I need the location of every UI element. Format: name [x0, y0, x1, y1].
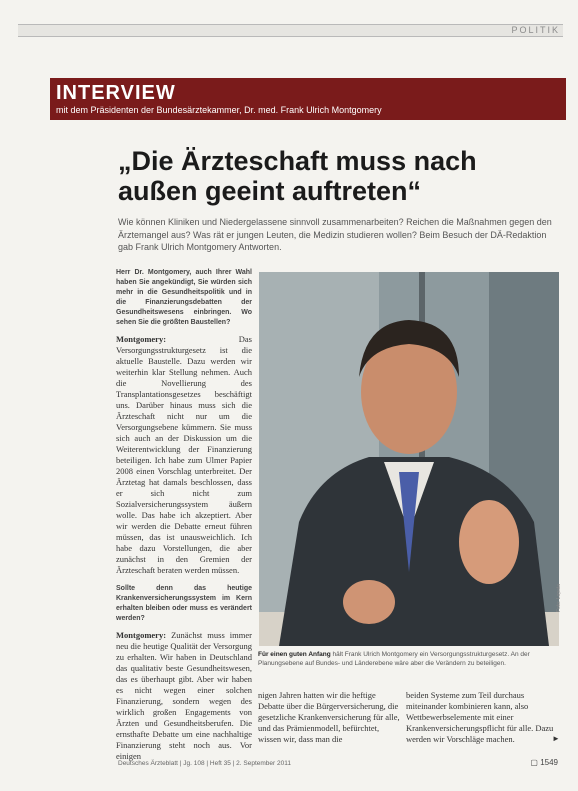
caption-text: hält Frank Ulrich Montgomery ein Versorgungsstrukturgesetz. An der Planungsebene auf Bundes- und Länderebene wäre aber die Verändern zu beteiligen. — [258, 651, 530, 667]
banner-title: INTERVIEW — [56, 82, 176, 104]
banner-subtitle: mit dem Präsidenten der Bundesärztekammer, Dr. med. Frank Ulrich Montgomery — [56, 105, 382, 115]
left-column — [116, 268, 252, 770]
answer-text: Das Versorgungsstrukturgesetz ist die aktuelle Baustelle. Dazu werden wir weiterhin klar Stellung nehmen. Auch die Novellierung des Transplantationsgesetzes beschäftigt uns. Darüber hinaus muss sich die Ärzteschaft nicht nur um die Versorgungsebene kümmern. Sie muss sich auch an der Diskussion um die Weiterentwicklung der Finanzierung beteiligen. Ich habe zum Ulmer Papier 2008 einen Vorschlag unterbreitet. Der Ärztetag hat damals beschlossen, dass er sich nicht zum Sozialversicherungssystem äußern wolle. Das habe ich akzeptiert. Aber wir werden die Debatte erneut führen müssen, das ist unausweichlich. Ich habe dazu Vorstellungen, die aber zunächst in den Gremien der Ärzteschaft beraten werden müssen. — [116, 334, 252, 575]
article-headline: „Die Ärzteschaft muss nach außen geeint auftreten“ — [118, 146, 477, 206]
middle-column: nigen Jahren hatten wir die heftige Debatte über die Bürgerversicherung, die gesetzliche Krankenversicherung für alle, und das Prämienmodell, befürchtet, wissen wir, dass man die — [258, 690, 400, 744]
photo-caption — [258, 651, 560, 668]
answer — [116, 334, 252, 576]
article-lead: Wie können Kliniken und Niedergelassene sinnvoll zusammenarbeiten? Reichen die Maßnahmen gegen den Ärztemangel aus? Was rät er jungen Leuten, die Medizin studieren wollen? Beim Besuch der DÄ-Redaktion gab Frank Ulrich Montgomery Antworten. — [118, 217, 552, 252]
answer — [116, 630, 252, 762]
question: Sollte denn das heutige Krankenversicherungssystem im Kern erhalten bleiben oder muss es verändert werden? — [116, 585, 252, 622]
right-column: beiden Systeme zum Teil durchaus miteinander kombinieren kann, also Wettbewerbselemente mit einer Krankenversicherungspflicht für alle. Dazu werden wir Vorschläge machen. — [406, 690, 554, 744]
question: Herr Dr. Montgomery, auch Ihrer Wahl haben Sie angekündigt, Sie würden sich mehr in die Gesundheitspolitik und in die Finanzierungsdebatten der Gesundheitswesens einbringen. Wo sehen Sie die größten Baustellen? — [116, 269, 252, 326]
caption-lead: Für einen guten Anfang — [258, 651, 331, 658]
continue-arrow-icon: ► — [552, 734, 560, 743]
photo-credit: Foto: Lopata — [556, 583, 562, 612]
speaker-label: Montgomery: — [116, 334, 167, 344]
interview-photo — [259, 272, 559, 646]
answer-text: Zunächst muss immer neu die heutige Qualität der Versorgung zu erhalten. Wir haben in Deutschland das qualitativ beste Gesundheitswesen, das es überhaupt gibt. Aber wir haben es nicht wegen einer solchen Finanzierung, sondern wegen des wirklich großen Engagements von Ärzten und Gesundheitsberufen. Die ernsthafte Debatte um eine nachhaltige Finanzierung steht noch aus. Vor einigen — [116, 630, 252, 761]
portrait-image — [259, 272, 559, 646]
section-label: POLITIK — [511, 25, 560, 35]
header-rule — [18, 24, 563, 37]
speaker-label: Montgomery: — [116, 630, 167, 640]
interview-banner — [50, 78, 566, 120]
page-number: ▢ 1549 — [530, 758, 558, 767]
footer-citation: Deutsches Ärzteblatt | Jg. 108 | Heft 35 | 2. September 2011 — [118, 760, 291, 767]
